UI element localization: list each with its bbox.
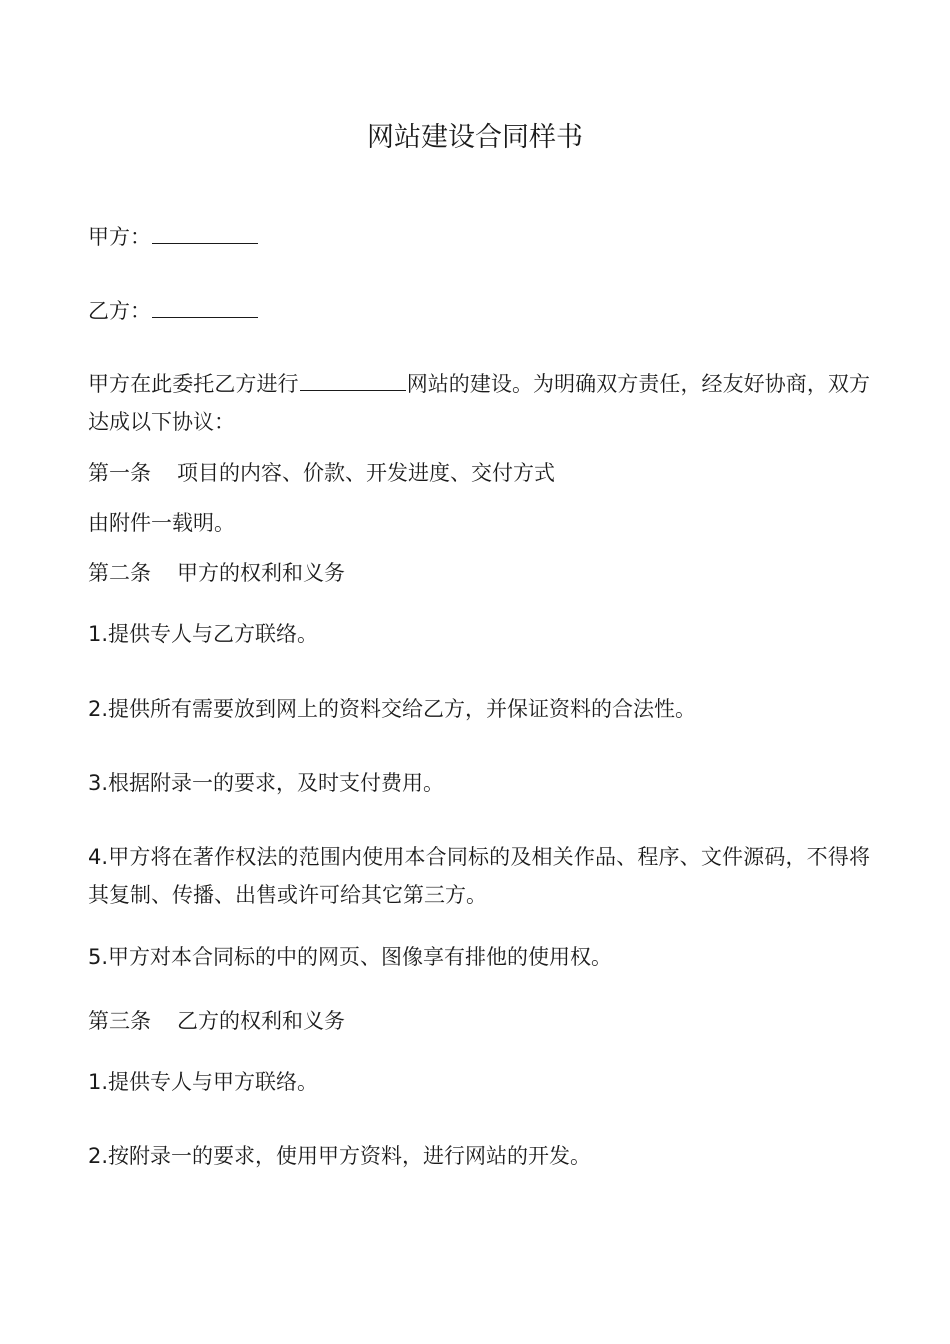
article-3-title: 乙方的权利和义务 xyxy=(177,1009,345,1033)
party-a-blank[interactable] xyxy=(152,223,258,244)
article-2-item-4: 4.甲方将在著作权法的范围内使用本合同标的及相关作品、程序、文件源码，不得将其复制、传播、出售或许可给其它第三方。 xyxy=(88,845,870,907)
party-a-label: 甲方： xyxy=(88,225,151,249)
article-1-heading xyxy=(88,458,555,488)
article-2-number: 第二条 xyxy=(88,561,151,585)
article-3-item-2: 2.按附录一的要求，使用甲方资料，进行网站的开发。 xyxy=(88,1144,592,1168)
party-b-blank[interactable] xyxy=(152,297,258,318)
party-a-line xyxy=(88,222,259,252)
website-name-blank[interactable] xyxy=(300,370,406,391)
article-3-heading xyxy=(88,1006,345,1036)
intro-text-start: 甲方在此委托乙方进行 xyxy=(88,372,299,396)
article-1-number: 第一条 xyxy=(88,461,151,485)
article-2-item-1: 1.提供专人与乙方联络。 xyxy=(88,622,319,646)
document-title: 网站建设合同样书 xyxy=(367,122,583,153)
party-b-label: 乙方： xyxy=(88,299,151,323)
article-3-number: 第三条 xyxy=(88,1009,151,1033)
intro-paragraph xyxy=(88,365,870,441)
intro-text-end: 网站的建设。为明确双方责任，经友好协商，双方达成以下协议： xyxy=(88,372,870,434)
article-1-body: 由附件一载明。 xyxy=(88,511,235,535)
article-3-item-1: 1.提供专人与甲方联络。 xyxy=(88,1070,319,1094)
article-2-item-3: 3.根据附录一的要求，及时支付费用。 xyxy=(88,771,445,795)
article-1-title: 项目的内容、价款、开发进度、交付方式 xyxy=(177,461,555,485)
article-2-item-5: 5.甲方对本合同标的中的网页、图像享有排他的使用权。 xyxy=(88,945,613,969)
article-2-item-2: 2.提供所有需要放到网上的资料交给乙方，并保证资料的合法性。 xyxy=(88,697,697,721)
article-2-heading xyxy=(88,558,345,588)
article-2-title: 甲方的权利和义务 xyxy=(177,561,345,585)
party-b-line xyxy=(88,296,259,326)
